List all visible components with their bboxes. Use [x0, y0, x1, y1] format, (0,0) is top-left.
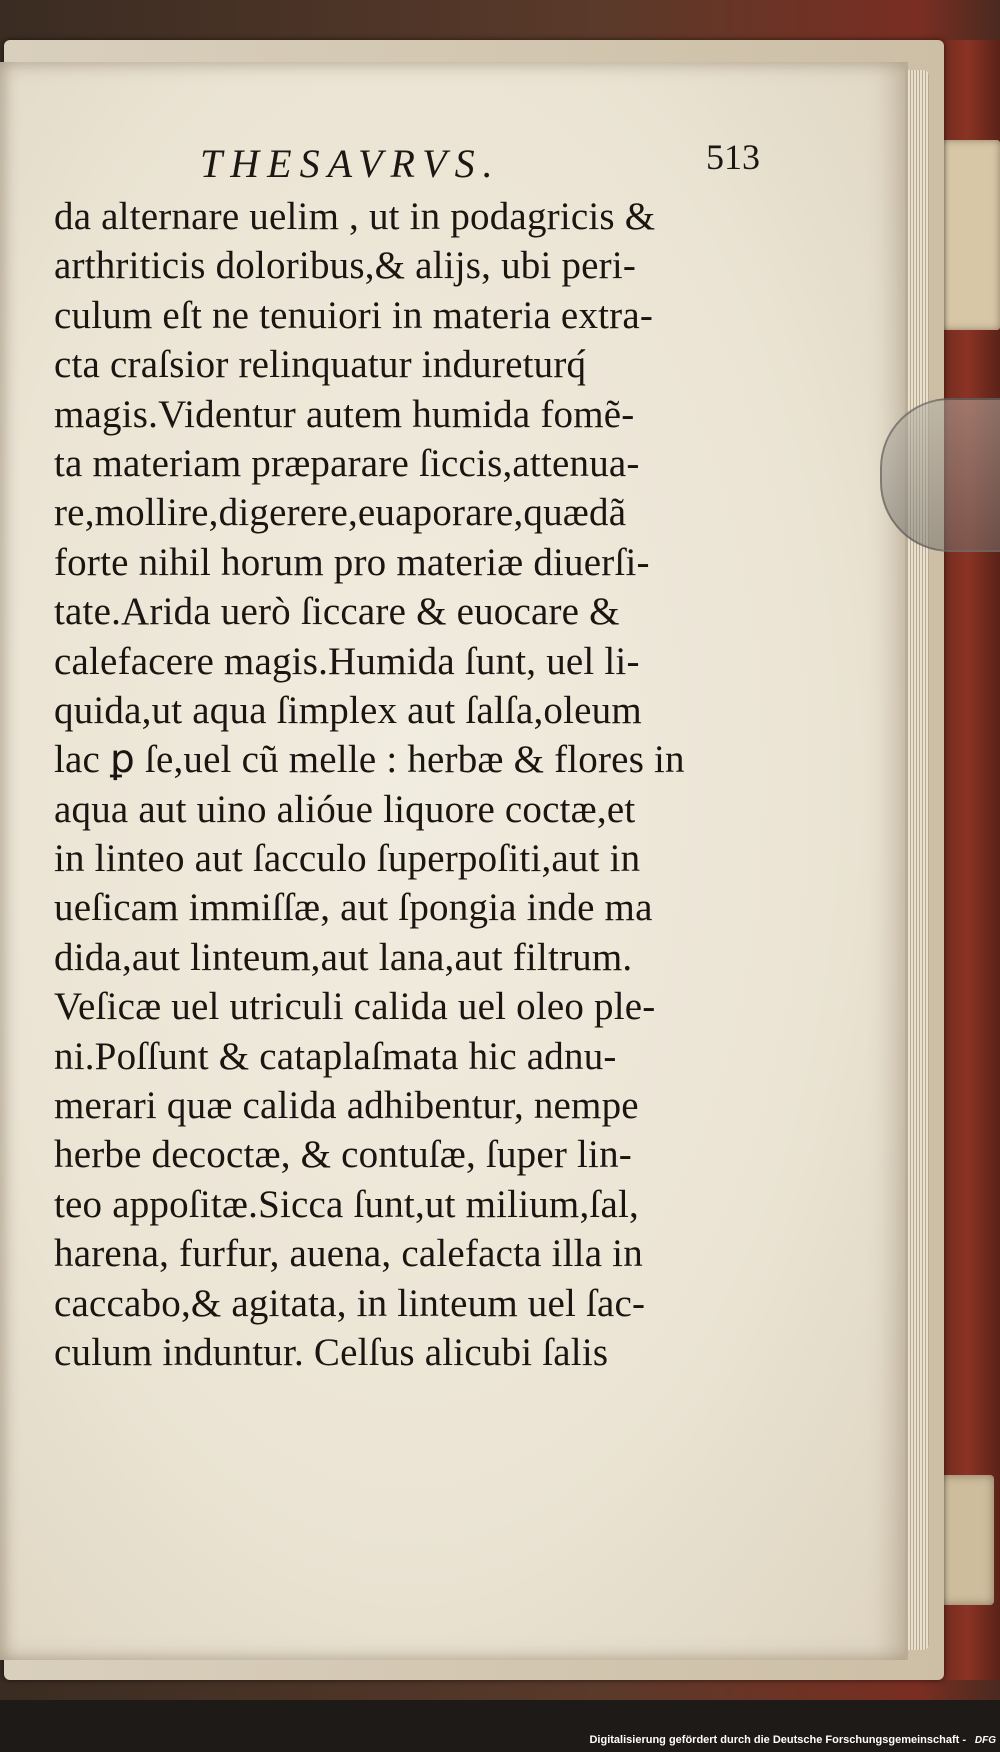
text-line: merari quæ calida adhibentur, nempe — [54, 1084, 639, 1128]
text-line: culum induntur. Celſus alicubi ſalis — [54, 1330, 609, 1374]
text-line: ni.Poſſunt & cataplaſmata hic adnu- — [54, 1034, 617, 1078]
running-title: THESAVRVS. — [200, 141, 501, 186]
text-line: ta materiam præparare ſiccis,attenua- — [54, 441, 640, 485]
page-header — [200, 137, 760, 190]
spine-label — [940, 140, 1000, 330]
body-text — [54, 192, 774, 1377]
text-line: magis.Videntur autem humida fomẽ- — [54, 392, 635, 436]
text-line: forte nihil horum pro materiæ diuerſi- — [54, 540, 650, 584]
text-line: caccabo,& agitata, in linteum uel ſac- — [54, 1281, 646, 1325]
text-line: dida,aut linteum,aut lana,aut filtrum. — [54, 935, 633, 979]
text-line: re,mollire,digerere,euaporare,quædã — [54, 491, 627, 535]
text-line: tate.Arida uerò ſiccare & euocare & — [54, 590, 620, 634]
digitization-credit: Digitalisierung gefördert durch die Deutsche Forschungsgemeinschaft - — [589, 1734, 966, 1746]
text-line: in linteo aut ſacculo ſuperpoſiti,aut in — [54, 837, 641, 881]
text-line: ueſicam immiſſæ, aut ſpongia inde ma — [54, 886, 653, 930]
text-line: Veſicæ uel utriculi calida uel oleo ple- — [54, 985, 656, 1029]
text-line: lac ꝑ ſe,uel cũ melle : herbæ & flores in — [54, 738, 685, 782]
footer-bar — [0, 1700, 1000, 1752]
text-line: arthriticis doloribus,& alijs, ubi peri- — [54, 244, 637, 288]
text-line: quida,ut aqua ſimplex aut ſalſa,oleum — [54, 688, 642, 732]
dfg-logo: DFG — [974, 1735, 996, 1746]
text-line: cta craſsior relinquatur indureturq́ — [54, 343, 587, 387]
text-line: culum eſt ne tenuiori in materia extra- — [54, 293, 654, 337]
text-line: calefacere magis.Humida ſunt, uel li- — [54, 639, 640, 683]
text-line: harena, furfur, auena, calefacta illa in — [54, 1232, 643, 1276]
text-line: da alternare uelim , ut in podagricis & — [54, 195, 656, 238]
text-line: herbe decoctæ, & contuſæ, ſuper lin- — [54, 1133, 632, 1177]
page-number: 513 — [706, 137, 760, 177]
text-line: teo appoſitæ.Sicca ſunt,ut milium,ſal, — [54, 1182, 639, 1226]
text-line: aqua aut uino alióue liquore coctæ,et — [54, 787, 636, 831]
page-clip — [880, 398, 1000, 552]
page-edges — [905, 70, 929, 1650]
